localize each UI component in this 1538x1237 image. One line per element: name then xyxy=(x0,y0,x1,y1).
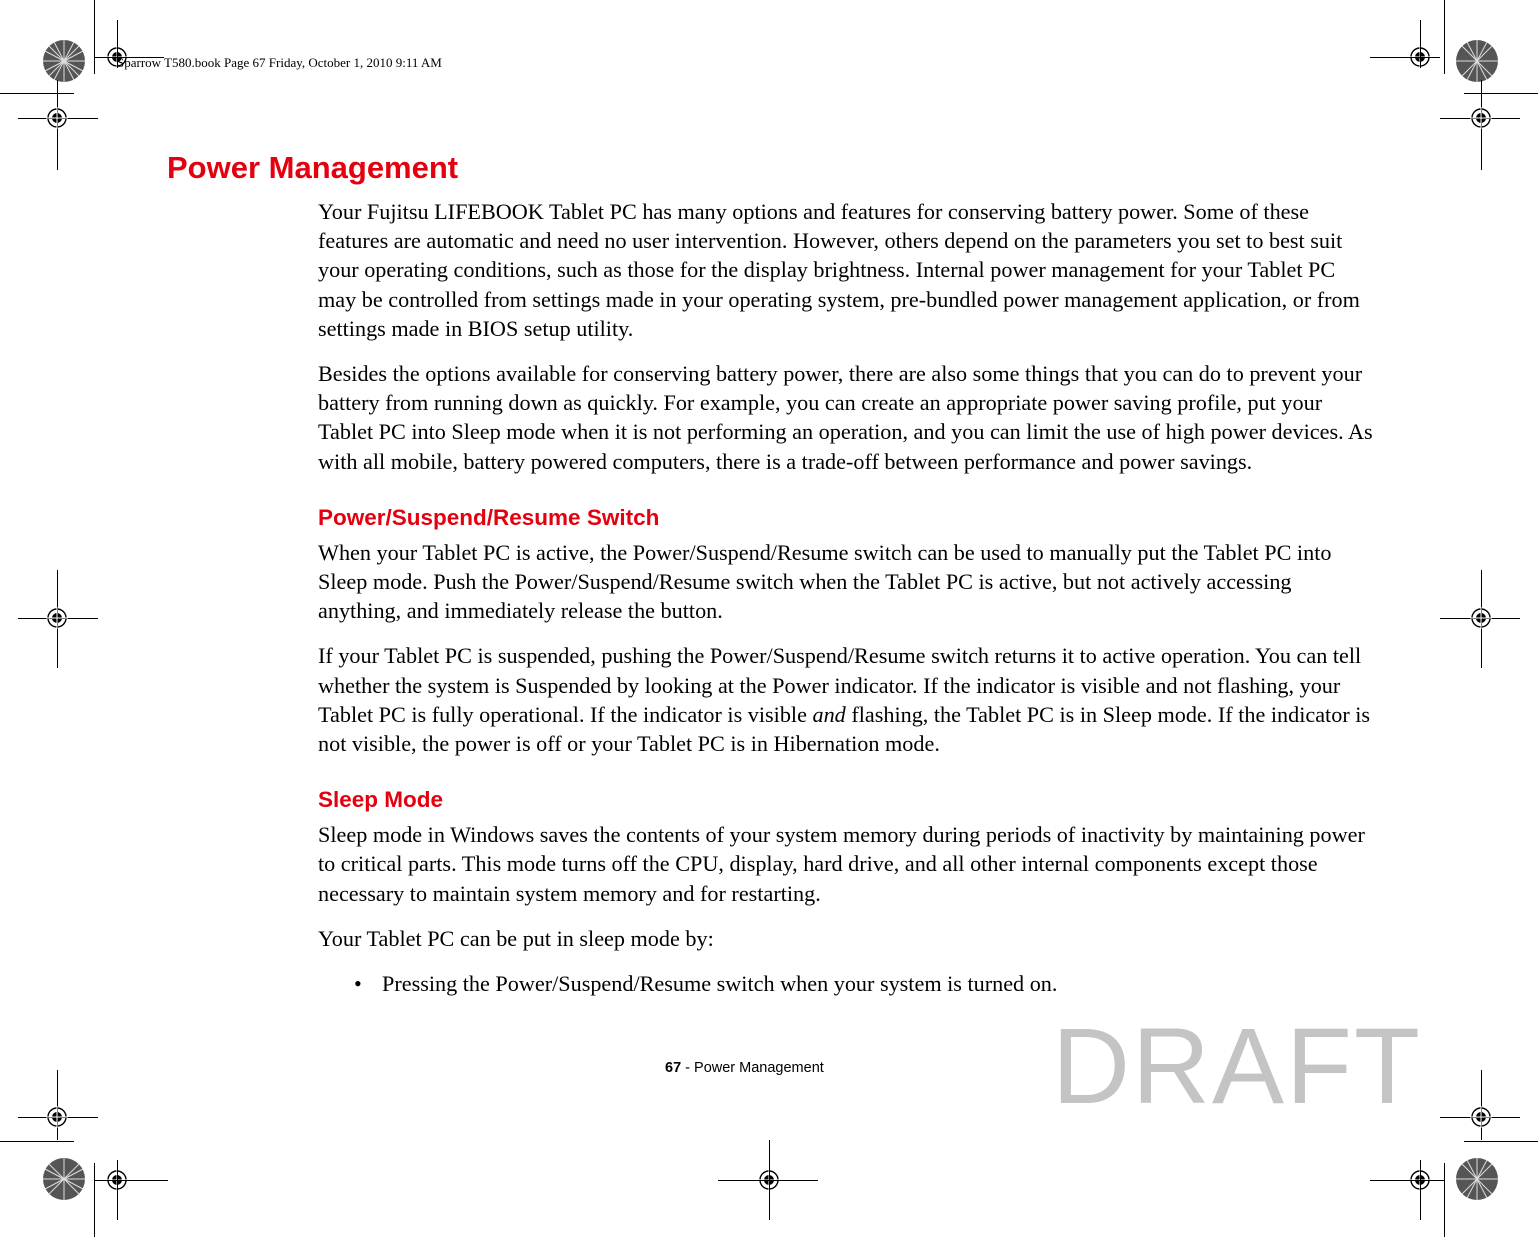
page-number: 67 xyxy=(665,1060,682,1076)
power-switch-paragraph-2 xyxy=(318,641,1378,758)
list-item-text: Pressing the Power/Suspend/Resume switch when your system is turned on. xyxy=(382,971,1058,997)
bullet-icon: • xyxy=(354,971,362,997)
power-switch-text-end: flashing, the Tablet PC is in Sleep mode. If the indicator is not visible, the power is off or your Tablet PC is in Hibernation mode. xyxy=(318,701,1371,757)
footer-label: - Power Management xyxy=(681,1060,824,1076)
emphasis-and: and xyxy=(812,701,846,727)
intro-paragraph-2: Besides the options available for conserving battery power, there are also some things that you can do to prevent your battery from running down as quickly. For example, you can create an appropriate power saving profile, put your Tablet PC into Sleep mode when it is not performing an operation, and you can limit the use of high power devices. As with all mobile, battery powered computers, there is a trade-off between performance and power savings. xyxy=(318,361,1373,474)
print-header-stamp: Sparrow T580.book Page 67 Friday, October 1, 2010 9:11 AM xyxy=(117,55,442,70)
color-star-icon xyxy=(1454,38,1500,84)
draft-watermark: DRAFT xyxy=(1052,1005,1422,1126)
registration-mark-icon xyxy=(1470,607,1492,629)
registration-mark-icon xyxy=(46,1106,68,1128)
registration-mark-icon xyxy=(1470,1106,1492,1128)
section-heading-power-switch: Power/Suspend/Resume Switch xyxy=(318,504,660,530)
page-title: Power Management xyxy=(167,150,459,185)
color-star-icon xyxy=(41,1156,87,1202)
power-switch-paragraph-1: When your Tablet PC is active, the Power/Suspend/Resume switch can be used to manually put the Tablet PC into Sleep mode. Push the Power/Suspend/Resume switch when the Tablet PC is active, but not actively accessing anything, and immediately release the button. xyxy=(318,539,1332,624)
sleep-mode-paragraph-2: Your Tablet PC can be put in sleep mode by: xyxy=(318,925,714,951)
power-switch-text-start: If your Tablet PC is suspended, pushing the Power/Suspend/Resume switch returns it to active operation. You can tell whether the system is Suspended by looking at the Power indicator. If the indicator is visible and not flashing, your Tablet PC is fully operational. If the indicator is visible xyxy=(318,643,1362,727)
color-star-icon xyxy=(1454,1156,1500,1202)
page-footer xyxy=(665,1060,824,1076)
intro-paragraph-1: Your Fujitsu LIFEBOOK Tablet PC has many options and features for conserving battery power. Some of these features are automatic and need no user intervention. However, others depend on the parameters you set to best suit your operating conditions, such as those for the display brightness. Internal power management for your Tablet PC may be controlled from settings made in your operating system, pre-bundled power management application, or from settings made in BIOS setup utility. xyxy=(318,199,1360,341)
section-heading-sleep-mode: Sleep Mode xyxy=(318,787,444,813)
registration-mark-icon xyxy=(1470,107,1492,129)
sleep-mode-paragraph-1: Sleep mode in Windows saves the contents of your system memory during periods of inactivity by maintaining power to critical parts. This mode turns off the CPU, display, hard drive, and all other internal components except those necessary to maintain system memory and for restarting. xyxy=(318,822,1365,906)
color-star-icon xyxy=(41,38,87,84)
page-content xyxy=(318,197,1378,998)
registration-mark-icon xyxy=(46,607,68,629)
registration-mark-icon xyxy=(46,107,68,129)
list-item xyxy=(354,969,1378,998)
